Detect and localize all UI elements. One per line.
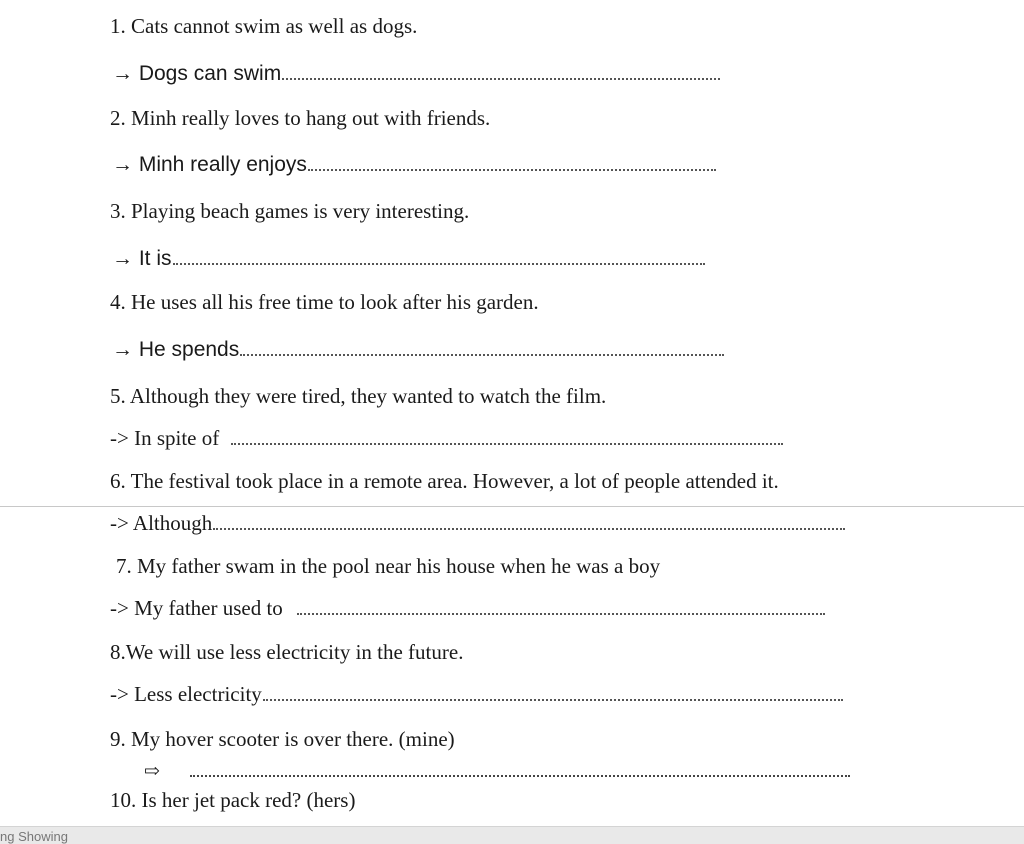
page-break-divider [0,506,1024,507]
question-3: 3. Playing beach games is very interesting. [110,199,470,223]
question-1: 1. Cats cannot swim as well as dogs. [110,14,418,38]
question-5: 5. Although they were tired, they wanted to watch the film. [110,384,607,408]
answer-blank-1 [282,77,720,80]
answer-blank-8 [263,698,843,701]
answer-blank-6 [213,527,845,530]
answer-prefix-1: → Dogs can swim [112,62,282,85]
answer-blank-3 [173,262,705,265]
question-4: 4. He uses all his free time to look after his garden. [110,290,539,314]
answer-3 [112,247,705,271]
question-2: 2. Minh really loves to hang out with friends. [110,106,491,130]
answer-blank-4 [240,353,724,356]
double-arrow-icon: ⇨ [144,761,160,782]
answer-prefix-7: -> My father used to [110,596,283,620]
answer-blank-7 [297,612,825,615]
question-6: 6. The festival took place in a remote area. However, a lot of people attended it. [110,469,779,493]
answer-prefix-8: -> Less electricity [110,682,262,706]
answer-blank-2 [308,168,716,171]
status-bar-text: ng Showing [0,829,68,844]
answer-9 [144,758,850,783]
answer-7 [110,596,825,621]
answer-prefix-6: -> Although [110,511,213,535]
answer-blank-5 [231,442,783,445]
question-8: 8.We will use less electricity in the future. [110,640,464,664]
answer-8 [110,682,843,707]
answer-1 [112,62,720,86]
answer-6 [110,511,845,536]
answer-2 [112,153,716,177]
answer-4 [112,338,724,362]
answer-prefix-3: → It is [112,247,172,270]
answer-prefix-2: → Minh really enjoys [112,153,307,176]
question-7: 7. My father swam in the pool near his house when he was a boy [116,554,661,578]
status-bar [0,826,1024,844]
answer-prefix-5: -> In spite of [110,426,220,450]
answer-5 [110,426,783,451]
question-10: 10. Is her jet pack red? (hers) [110,788,356,812]
answer-prefix-4: → He spends [112,338,240,361]
answer-blank-9 [190,774,850,777]
question-9: 9. My hover scooter is over there. (mine) [110,727,455,751]
